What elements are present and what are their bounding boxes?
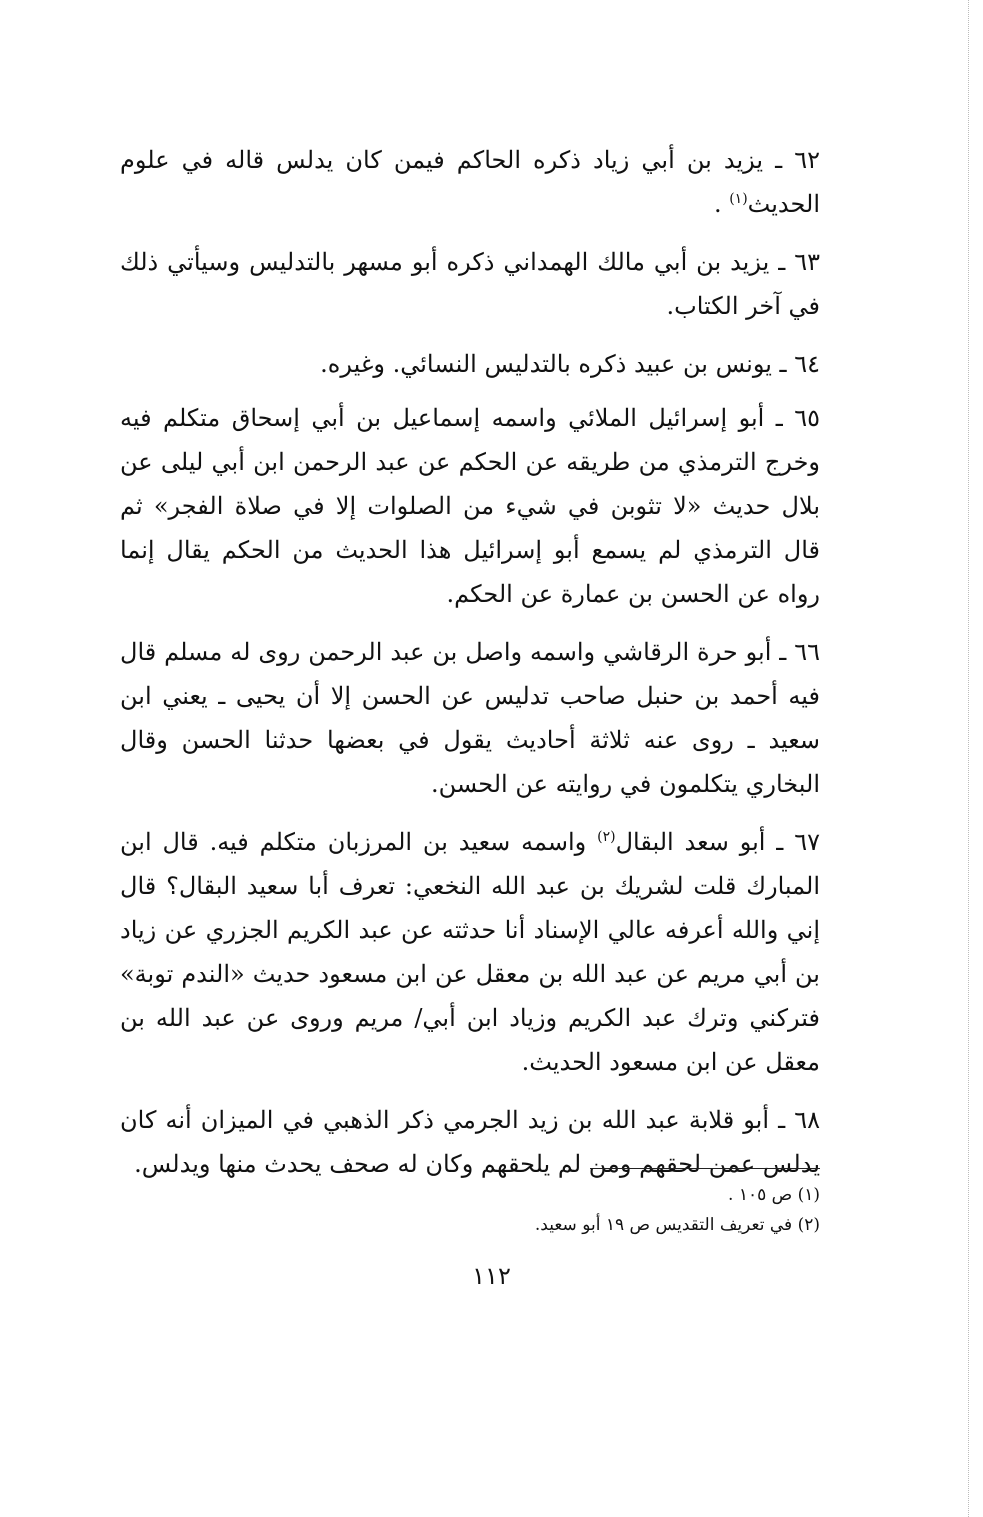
entry-68: ٦٨ ـ أبو قلابة عبد الله بن زيد الجرمي ذكر الذهبي في الميزان أنه كان يدلس عمن لحقهم ومن لم يلحقهم وكان له صحف يحدث منها ويدلس. [120, 1106, 820, 1178]
entry-67: ٦٧ ـ أبو سعد البقال$^{(٢)}$ واسمه سعيد بن المرزبان متكلم فيه. قال ابن المبارك قلت لشريك بن عبد الله النخعي: تعرف أبا سعيد البقال؟ قال إني والله أعرفه عالي الإسناد أنا حدثته عن عبد الكريم الجزري عن زياد بن أبي مريم عن عبد الله بن معقل عن ابن مسعود حديث «الندم توبة» فتركني وترك عبد الكريم وزياد ابن أبي/ مريم وروى عن عبد الله بن معقل عن ابن مسعود الحديث. [120, 828, 820, 1076]
footnote-ref-2: (٢) [597, 829, 616, 845]
footnote-ref-1: (١) [729, 191, 748, 207]
footnote-1: (١) ص ١٠٥ . [728, 1185, 820, 1205]
entry-64: ٦٤ ـ يونس بن عبيد ذكره بالتدليس النسائي. وغيره. [320, 350, 820, 378]
footnote-divider [590, 1168, 820, 1169]
entry-66: ٦٦ ـ أبو حرة الرقاشي واسمه واصل بن عبد الرحمن روى له مسلم قال فيه أحمد بن حنبل صاحب تدليس عن الحسن إلا أن يحيى ـ يعني ابن سعيد ـ روى عنه ثلاثة أحاديث يقول في بعضها حدثنا الحسن وقال البخاري يتكلمون في روايته عن الحسن. [120, 638, 820, 798]
footnotes [160, 1180, 820, 1240]
entry-62: ٦٢ ـ يزيد بن أبي زياد ذكره الحاكم فيمن كان يدلس قاله في علوم الحديث$^{(١)}$ . [120, 146, 820, 218]
page-number: ١١٢ [472, 1262, 511, 1290]
footnote-2: (٢) في تعريف التقديس ص ١٩ أبو سعيد. [534, 1215, 820, 1235]
entry-65: ٦٥ ـ أبو إسرائيل الملائي واسمه إسماعيل بن أبي إسحاق متكلم فيه وخرج الترمذي من طريقه عن الحكم عن عبد الرحمن ابن أبي ليلى عن بلال حديث «لا تثوبن في شيء من الصلوات إلا في صلاة الفجر» ثم قال الترمذي لم يسمع أبو إسرائيل هذا الحديث من الحكم يقال إنما رواه عن الحسن بن عمارة عن الحكم. [120, 404, 820, 608]
page-body [120, 138, 820, 1200]
entry-63: ٦٣ ـ يزيد بن أبي مالك الهمداني ذكره أبو مسهر بالتدليس وسيأتي ذلك في آخر الكتاب. [120, 248, 820, 320]
